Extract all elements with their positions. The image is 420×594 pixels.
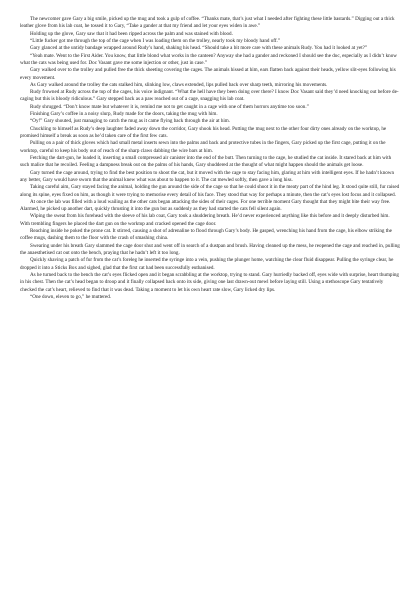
paragraph-21: Quickly shaving a patch of fur from the cat’s foreleg he inserted the syringe into a vein, pushing the plunger home, watching the clear fluid disappear. Pulling the syringe clear, he dropped it into a Sticks Box and sighed, glad that the first cat had been successfully euthanised. bbox=[20, 257, 394, 271]
paragraph-19: Reaching inside he poked the prone cat. It stirred, causing a shot of adrenaline to flood through Gary’s body. He gasped, wrenching his hand from the cage, his elbow striking the coffee mugs, dashing them to the floor with the crash of smashing china. bbox=[20, 228, 392, 242]
paragraph-14: Fetching the dart-gun, he loaded it, inserting a small compressed air canister into the end of the butt. Then turning to the cage, he studied the cat inside. It stared back at him with such malice that he recoiled. Feeling a dampness break out on the palms of his hands, Gary shuddered at the thought of what might happen should the animals get loose. bbox=[20, 154, 392, 169]
paragraph-11: “Oy!” Gary shouted, just managing to catch the mug as it came flying back through the air at him. bbox=[30, 118, 231, 125]
paragraph-22: As he turned back to the bench the cat’s eyes flicked open and it began scrabbling at the worktop, trying to stand. Gary hurriedly backed off, eyes wide with surprise, heart thumping in his chest. Then the cat’s head began to droop and it finally collapsed back onto its side, giving one last drawn-out mewl before laying still. Using a stethoscope Gary tentatively checked the cat’s heart, relieved to find that it was dead. Taking a moment to let his own heart rate slow, Gary licked dry lips. bbox=[20, 271, 399, 293]
paragraph-13: Pulling on a pair of thick gloves which had small metal inserts sewn into the palms and back and protective tubes in the fingers, Gary picked up the first cage, putting it on the worktop, careful to keep his body out of reach of the sharp claws dabbing the wire bars at him. bbox=[20, 140, 386, 154]
paragraph-18: Wiping the sweat from his forehead with the sleeve of his lab coat, Gary took a shuddering breath. He’d never experienced anything like this before and it deeply disturbed him. With trembling fingers he placed the dart gun on the worktop and cracked opened the cage door. bbox=[20, 213, 390, 227]
paragraph-5: “Yeah mate. Went to the First Aider. You know, that little blond what works in the canteen? Anyway she had a gander and reckoned I should see the doc, especially as I didn’t know what the cats was being used for. Doc Vasant gave me some injection or other, just in case.” bbox=[20, 52, 397, 66]
paragraph-1: The newcomer gave Gary a big smile, picked up the mug and took a gulp of coffee. “Thanks mate, that’s just what I needed after fighting these little bastards.” Digging out a thick leather glove from his lab coat, he tossed it to Gary, “Take a gander at that my friend and let your eyes widen in awe.” bbox=[20, 16, 395, 30]
paragraph-6: Gary walked over to the trolley and pulled free the thick sheeting covering the cages. The animals hissed at him, ears flatten back against their heads, yellow slit-eyes following his every movement. bbox=[20, 67, 396, 81]
paragraph-8: Rudy frowned at Rudy across the top of the cages, his voice indignant. “What the hell have they been doing over there? I know Doc Vasant said they’d need knocking out before de-caging but this is bloody ridiculous.” Gary stepped back as a paw reached out of a cage, snagging his lab coat. bbox=[20, 89, 399, 103]
paragraph-3: “Little fucker got me through the top of the cage when I was loading them on the trolley, nearly took my bloody hand off.” bbox=[30, 37, 281, 44]
story-text bbox=[20, 16, 400, 301]
paragraph-7: As Gary walked around the trolley the cats stalked him, slinking low, claws extended, lips pulled back over sharp teeth, mirroring his movements. bbox=[30, 81, 328, 88]
paragraph-16: Taking careful aim, Gary stayed facing the animal, holding the gun around the side of the cage so that he could shoot it in the meaty part of the hind leg. It stood quite still, fur raised along its spine, eyes fixed on him, as though it were trying to memorise every detail of his face. They stood that way for perhaps a minute, then the cat’s eyes lost focus and it collapsed. bbox=[20, 184, 400, 198]
paragraph-9: Rudy shrugged. “Don’t know mate but whatever it is, remind me not to get caught in a cage with one of them horrors anytime too soon.” bbox=[30, 103, 309, 110]
paragraph-15: Gary turned the cage around, trying to find the best position to shoot the cat, but it moved with the cage to stay facing him, glaring at him with intelligent eyes. If he hadn’t known any better, Gary would have sworn that the animal knew what was about to happen to it. The cat mewled softly, then gave a long hiss. bbox=[20, 169, 395, 183]
paragraph-12: Chuckling to himself as Rudy’s deep laughter faded away down the corridor, Gary shook his head. Putting the mug next to the other four dirty ones already on the worktop, he promised himself a break as soon as he’d taken care of the first few cats. bbox=[20, 125, 387, 139]
paragraph-23: “One down, eleven to go,” he muttered. bbox=[30, 293, 112, 300]
paragraph-2: Holding up the glove, Gary saw that it had been ripped across the palm and was stained with blood. bbox=[30, 30, 233, 37]
paragraph-17: At once the lab was filled with a loud wailing as the other cats began attacking the sides of their cages. For one terrible moment Gary thought that they might bite their way free. Alarmed, he picked up another dart, quickly thrusting it into the gun but as suddenly as they had started the cats fell silent again. bbox=[20, 198, 391, 213]
paragraph-20: Swearing under his breath Gary slammed the cage door shut and went off in search of a dustpan and brush. Having cleaned up the mess, he reopened the cage and reached in, pulling the anaesthetised cat out onto the bench, praying that he hadn’t left it too long. bbox=[20, 242, 400, 256]
paragraph-10: Finishing Gary’s coffee in a noisy slurp, Rudy made for the doors, taking the mug with him. bbox=[30, 111, 218, 118]
paragraph-4: Gary glanced at the untidy bandage wrapped around Rudy’s hand, shaking his head. “Should take a bit more care with these animals Rudy. You had it looked at yet?” bbox=[30, 45, 368, 52]
